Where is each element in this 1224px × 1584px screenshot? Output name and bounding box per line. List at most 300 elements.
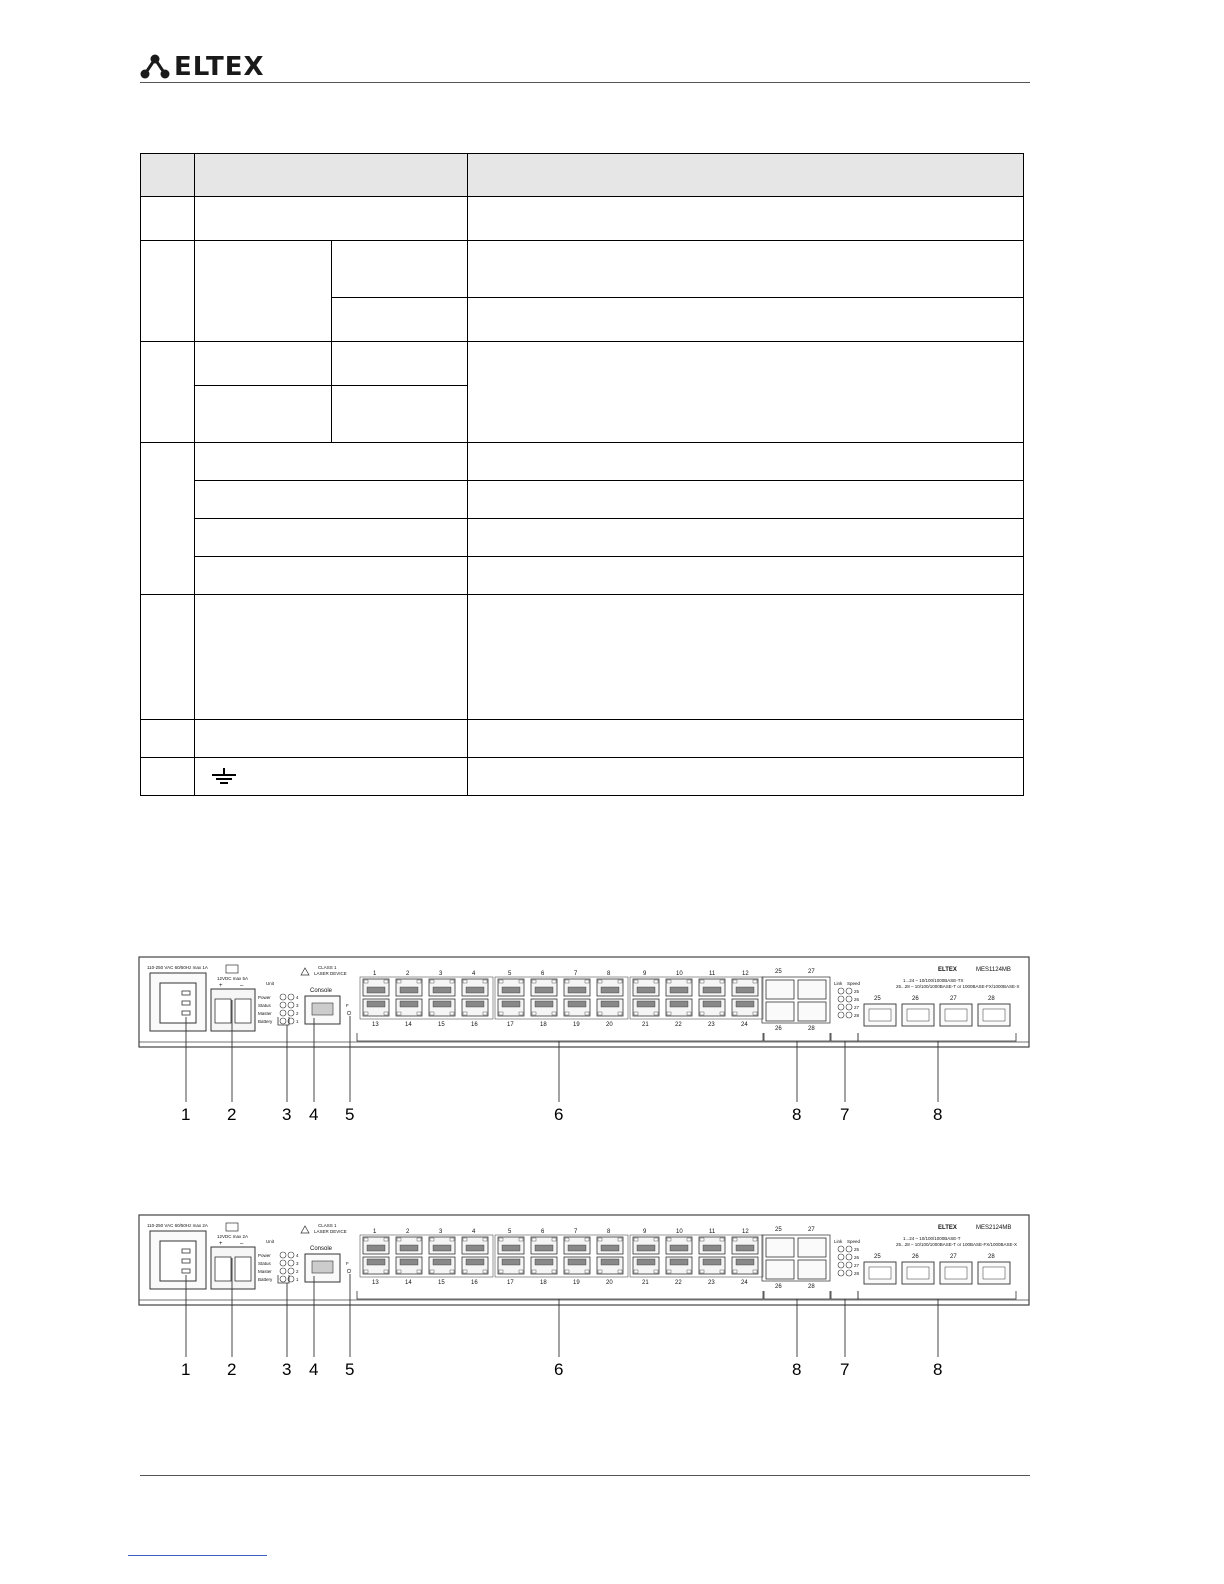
- port-led: [483, 1270, 487, 1273]
- port-led: [687, 980, 691, 983]
- led-label: Status: [258, 1003, 271, 1008]
- ac-pin: [182, 1249, 190, 1253]
- rj45-port-contacts: [502, 1001, 520, 1007]
- rj45-port-contacts: [637, 1001, 655, 1007]
- port-number: 22: [675, 1022, 682, 1028]
- table-cell: [468, 298, 1024, 342]
- rj45-port-contacts: [466, 987, 484, 993]
- port-led: [565, 1270, 569, 1273]
- brand-label: ELTEX: [938, 1225, 957, 1231]
- port-description-line1: 1...24 – 10/100/1000BASE-T: [903, 1236, 961, 1241]
- rj45-port-contacts: [703, 987, 721, 993]
- rj45-port-contacts: [670, 1245, 688, 1251]
- port-led: [634, 1238, 638, 1241]
- speed-led: [846, 1254, 852, 1260]
- callout-number: 8: [792, 1360, 802, 1379]
- table-cell: [141, 197, 195, 241]
- port-number: 21: [642, 1280, 649, 1286]
- combo-rj45-port: [798, 1260, 826, 1279]
- table-row: [141, 241, 1024, 298]
- unit-led: [288, 1002, 294, 1008]
- port-led: [450, 1012, 454, 1015]
- rj45-port: [633, 1257, 659, 1274]
- rj45-port: [564, 1257, 590, 1274]
- rj45-port-contacts: [433, 1001, 451, 1007]
- rj45-port: [732, 1237, 758, 1254]
- dc-terminal: [215, 999, 231, 1023]
- port-led: [499, 980, 503, 983]
- port-number: 15: [438, 1022, 445, 1028]
- rj45-port: [597, 1237, 623, 1254]
- speed-led: [846, 1262, 852, 1268]
- table-cell: [141, 758, 195, 796]
- rj45-port-contacts: [568, 1245, 586, 1251]
- link-label: Link: [834, 1239, 843, 1244]
- battery-icon: [226, 965, 238, 973]
- link-led: [838, 1246, 844, 1252]
- rj45-port: [462, 979, 488, 996]
- led-number: 2: [296, 1011, 299, 1016]
- rj45-port: [699, 1237, 725, 1254]
- table-cell: [141, 720, 195, 758]
- port-number: 12: [742, 971, 749, 977]
- rj45-port-contacts: [466, 1259, 484, 1265]
- sfp-port-cage: [945, 1009, 967, 1021]
- dc-minus: –: [240, 1241, 244, 1247]
- rj45-port-contacts: [703, 1259, 721, 1265]
- unit-led: [288, 994, 294, 1000]
- rj45-port: [363, 1257, 389, 1274]
- unit-led: [288, 1268, 294, 1274]
- table-header-row: [141, 154, 1024, 197]
- table-cell: [195, 595, 468, 720]
- callout-number: 5: [345, 1360, 355, 1379]
- speed-led: [846, 1246, 852, 1252]
- rj45-port: [363, 1237, 389, 1254]
- console-label: Console: [310, 988, 333, 994]
- port-number: 2: [406, 1229, 410, 1235]
- table-cell: [331, 342, 468, 386]
- eltex-logo-icon: [140, 54, 170, 80]
- port-led: [654, 980, 658, 983]
- rj45-port: [699, 999, 725, 1016]
- callout-number: 6: [554, 1105, 564, 1124]
- port-led: [430, 1238, 434, 1241]
- table-row: [141, 595, 1024, 720]
- table-cell: [331, 298, 468, 342]
- rj45-port-contacts: [433, 1259, 451, 1265]
- rj45-port: [462, 1257, 488, 1274]
- port-led: [733, 980, 737, 983]
- port-led: [667, 1270, 671, 1273]
- combo-rj45-port: [766, 1002, 794, 1021]
- model-label: MES1124MB: [976, 967, 1011, 973]
- led-number: 2: [296, 1269, 299, 1274]
- port-led: [654, 1012, 658, 1015]
- port-number: 7: [574, 971, 578, 977]
- rj45-port-contacts: [736, 987, 754, 993]
- callout-number: 8: [933, 1105, 943, 1124]
- port-led: [499, 1012, 503, 1015]
- port-led: [463, 1270, 467, 1273]
- port-number: 3: [439, 971, 443, 977]
- rj45-port: [597, 979, 623, 996]
- port-number: 14: [405, 1022, 412, 1028]
- rj45-port: [498, 999, 524, 1016]
- port-led: [618, 1270, 622, 1273]
- table-cell: [468, 758, 1024, 796]
- ac-pin: [182, 991, 190, 995]
- port-led: [384, 1238, 388, 1241]
- port-led: [667, 1012, 671, 1015]
- led-label: Status: [258, 1261, 271, 1266]
- port-number: 17: [507, 1022, 514, 1028]
- unit-led: [288, 1260, 294, 1266]
- sfp-port-number: 26: [912, 996, 919, 1002]
- rj45-port: [498, 979, 524, 996]
- led-number: 1: [296, 1277, 299, 1282]
- callout-number: 1: [181, 1360, 191, 1379]
- port-led: [519, 980, 523, 983]
- port-led: [499, 1238, 503, 1241]
- port-number: 17: [507, 1280, 514, 1286]
- rj45-port-contacts: [433, 987, 451, 993]
- rj45-port-contacts: [568, 987, 586, 993]
- port-led: [733, 1012, 737, 1015]
- status-led: [280, 1002, 286, 1008]
- port-led: [720, 1238, 724, 1241]
- link-led: [838, 1012, 844, 1018]
- sfp-port-number: 26: [912, 1254, 919, 1260]
- laser-device-label: LASER DEVICE: [314, 1229, 347, 1234]
- port-number: 11: [709, 1229, 716, 1235]
- port-number: 1: [373, 1229, 377, 1235]
- table-cell: [331, 386, 468, 443]
- port-led: [733, 1238, 737, 1241]
- speed-led-number: 25: [854, 989, 860, 994]
- table-row: [141, 443, 1024, 481]
- port-number: 23: [708, 1280, 715, 1286]
- port-led: [654, 1270, 658, 1273]
- ac-pin: [182, 1259, 190, 1263]
- ac-pin: [182, 1001, 190, 1005]
- port-led: [463, 1238, 467, 1241]
- sfp-port-cage: [983, 1009, 1005, 1021]
- dc-plus: +: [219, 983, 223, 989]
- port-led: [417, 980, 421, 983]
- port-led: [364, 1012, 368, 1015]
- callout-number: 8: [933, 1360, 943, 1379]
- port-number: 20: [606, 1022, 613, 1028]
- power-label: 110-250 VAC 60/50Hz max 2A: [147, 1223, 208, 1228]
- port-number: 19: [573, 1280, 580, 1286]
- link-led: [838, 1262, 844, 1268]
- switch-rear-panel-figure-1: [0, 945, 1224, 1145]
- rj45-port-contacts: [703, 1245, 721, 1251]
- rj45-port: [363, 979, 389, 996]
- laser-device-label: LASER DEVICE: [314, 971, 347, 976]
- port-number: 9: [643, 971, 647, 977]
- speed-led: [846, 1004, 852, 1010]
- port-number: 24: [741, 1280, 748, 1286]
- port-led: [532, 1012, 536, 1015]
- table-cell: [468, 481, 1024, 519]
- speed-label: Speed: [847, 981, 861, 986]
- callout-number: 3: [282, 1105, 292, 1124]
- callout-number: 4: [309, 1105, 319, 1124]
- combo-rj45-port: [766, 1238, 794, 1257]
- model-label: MES2124MB: [976, 1225, 1012, 1231]
- rj45-port-contacts: [736, 1245, 754, 1251]
- rj45-port: [699, 979, 725, 996]
- port-led: [397, 1238, 401, 1241]
- rj45-port-contacts: [637, 1245, 655, 1251]
- port-description-line2: 25...28 – 10/100/1000BASE-T or 100BASE-FX/1000BASE-X: [896, 1242, 1017, 1247]
- table-cell: [468, 595, 1024, 720]
- port-number: 4: [472, 1229, 476, 1235]
- table-cell: [195, 519, 468, 557]
- table-cell: [468, 519, 1024, 557]
- rj45-port: [429, 1257, 455, 1274]
- status-led: [280, 1018, 286, 1024]
- rj45-port-contacts: [736, 1001, 754, 1007]
- port-led: [519, 1012, 523, 1015]
- port-led: [733, 1270, 737, 1273]
- combo-port-number: 25: [775, 969, 782, 975]
- rj45-port-contacts: [601, 1245, 619, 1251]
- table-row: [141, 342, 1024, 386]
- reset-button: [347, 1011, 351, 1015]
- port-led: [552, 1238, 556, 1241]
- table-row: [141, 557, 1024, 595]
- led-label: Power: [258, 1253, 271, 1258]
- rj45-port: [633, 1237, 659, 1254]
- sfp-port-number: 25: [874, 1254, 881, 1260]
- rj45-port: [396, 979, 422, 996]
- port-led: [585, 1270, 589, 1273]
- port-number: 21: [642, 1022, 649, 1028]
- combo-rj45-port: [798, 1002, 826, 1021]
- console-label: Console: [310, 1246, 333, 1252]
- table-header-cell: [141, 154, 195, 197]
- speed-label: Speed: [847, 1239, 861, 1244]
- port-number: 8: [607, 1229, 611, 1235]
- port-led: [499, 1270, 503, 1273]
- led-number: 4: [296, 1253, 299, 1258]
- status-led: [280, 1010, 286, 1016]
- sfp-port-cage: [907, 1009, 929, 1021]
- port-number: 20: [606, 1280, 613, 1286]
- rj45-port: [666, 1237, 692, 1254]
- port-number: 3: [439, 1229, 443, 1235]
- console-port: [312, 1003, 333, 1015]
- sfp-port-number: 28: [988, 1254, 995, 1260]
- port-led: [654, 1238, 658, 1241]
- rj45-port: [429, 999, 455, 1016]
- reset-label: F: [346, 1003, 349, 1008]
- port-led: [384, 1012, 388, 1015]
- table-cell: [468, 241, 1024, 298]
- port-led: [667, 1238, 671, 1241]
- rj45-port: [597, 1257, 623, 1274]
- ac-pin: [182, 1269, 190, 1273]
- speed-led-number: 26: [854, 1255, 860, 1260]
- table-cell: [468, 197, 1024, 241]
- combo-port-number: 25: [775, 1227, 782, 1233]
- port-led: [598, 980, 602, 983]
- table-header-cell: [195, 154, 468, 197]
- link-led: [838, 1254, 844, 1260]
- port-led: [598, 1238, 602, 1241]
- speed-led-number: 28: [854, 1013, 860, 1018]
- port-led: [618, 980, 622, 983]
- table-cell: [468, 342, 1024, 443]
- rj45-port-contacts: [400, 1245, 418, 1251]
- table-cell: [195, 481, 468, 519]
- port-led: [598, 1012, 602, 1015]
- switch-rear-panel-figure-2: [0, 1200, 1224, 1400]
- port-led: [634, 1270, 638, 1273]
- header-rule: [140, 82, 1030, 83]
- port-led: [753, 1270, 757, 1273]
- port-number: 8: [607, 971, 611, 977]
- speed-led-number: 27: [854, 1005, 860, 1010]
- port-number: 10: [676, 971, 683, 977]
- port-led: [552, 980, 556, 983]
- callout-number: 8: [792, 1105, 802, 1124]
- link-led: [838, 988, 844, 994]
- port-led: [687, 1270, 691, 1273]
- callout-number: 2: [227, 1105, 237, 1124]
- rj45-port: [732, 1257, 758, 1274]
- table-header-cell: [468, 154, 1024, 197]
- status-led: [280, 1252, 286, 1258]
- speed-led: [846, 988, 852, 994]
- dc-label: 12VDC max 2A: [217, 1234, 249, 1239]
- table-cell: [468, 557, 1024, 595]
- port-led: [532, 1270, 536, 1273]
- callout-number: 3: [282, 1360, 292, 1379]
- led-label: Battery: [258, 1277, 273, 1282]
- port-led: [585, 1012, 589, 1015]
- table-cell: [331, 241, 468, 298]
- rj45-port-contacts: [670, 987, 688, 993]
- rj45-port: [396, 999, 422, 1016]
- port-led: [397, 980, 401, 983]
- port-led: [667, 980, 671, 983]
- sfp-port-cage: [907, 1267, 929, 1279]
- rj45-port: [732, 999, 758, 1016]
- port-led: [483, 1238, 487, 1241]
- port-number: 13: [372, 1280, 379, 1286]
- rj45-port: [396, 1257, 422, 1274]
- table-row: [141, 758, 1024, 796]
- rj45-port: [498, 1257, 524, 1274]
- unit-label: Unit: [266, 981, 275, 986]
- port-led: [753, 1238, 757, 1241]
- combo-rj45-port: [798, 1238, 826, 1257]
- led-label: Battery: [258, 1019, 273, 1024]
- speed-led-number: 26: [854, 997, 860, 1002]
- port-number: 14: [405, 1280, 412, 1286]
- dc-plus: +: [219, 1241, 223, 1247]
- unit-led: [288, 1252, 294, 1258]
- brand-name: ELTEX: [174, 52, 265, 82]
- rj45-port-contacts: [535, 1245, 553, 1251]
- unit-label: Unit: [266, 1239, 275, 1244]
- table-row: [141, 720, 1024, 758]
- port-led: [700, 1270, 704, 1273]
- rj45-port-contacts: [502, 987, 520, 993]
- port-number: 23: [708, 1022, 715, 1028]
- rj45-port-contacts: [367, 1245, 385, 1251]
- link-label: Link: [834, 981, 843, 986]
- port-number: 5: [508, 971, 512, 977]
- combo-port-number: 27: [808, 969, 815, 975]
- callout-number: 2: [227, 1360, 237, 1379]
- dc-label: 12VDC max 5A: [217, 976, 249, 981]
- port-led: [753, 980, 757, 983]
- table-cell: [195, 443, 468, 481]
- header-logo: [140, 52, 265, 82]
- footer-rule: [140, 1475, 1030, 1476]
- table-cell: [195, 241, 332, 342]
- port-number: 7: [574, 1229, 578, 1235]
- led-label: Power: [258, 995, 271, 1000]
- port-led: [753, 1012, 757, 1015]
- rj45-port: [462, 999, 488, 1016]
- combo-port-number: 28: [808, 1026, 815, 1032]
- rj45-port: [363, 999, 389, 1016]
- port-number: 1: [373, 971, 377, 977]
- speed-led: [846, 1012, 852, 1018]
- port-led: [700, 980, 704, 983]
- port-led: [552, 1270, 556, 1273]
- dc-terminal: [235, 1257, 251, 1281]
- rj45-port: [732, 979, 758, 996]
- table-row: [141, 519, 1024, 557]
- port-led: [532, 980, 536, 983]
- sfp-port-cage: [869, 1009, 891, 1021]
- led-number: 3: [296, 1003, 299, 1008]
- port-led: [634, 1012, 638, 1015]
- speed-led-number: 27: [854, 1263, 860, 1268]
- port-led: [364, 1270, 368, 1273]
- rj45-port: [666, 979, 692, 996]
- port-led: [397, 1270, 401, 1273]
- unit-led: [288, 1010, 294, 1016]
- port-number: 5: [508, 1229, 512, 1235]
- combo-rj45-port: [766, 980, 794, 999]
- table-cell: [468, 443, 1024, 481]
- port-led: [687, 1238, 691, 1241]
- port-number: 11: [709, 971, 716, 977]
- combo-rj45-port: [798, 980, 826, 999]
- callout-number: 7: [840, 1360, 850, 1379]
- port-number: 2: [406, 971, 410, 977]
- table-cell: [141, 595, 195, 720]
- led-label: Master: [258, 1269, 272, 1274]
- combo-rj45-port: [766, 1260, 794, 1279]
- rj45-port: [597, 999, 623, 1016]
- port-led: [483, 1012, 487, 1015]
- rj45-port: [498, 1237, 524, 1254]
- rj45-port: [699, 1257, 725, 1274]
- rj45-port-contacts: [400, 987, 418, 993]
- port-number: 15: [438, 1280, 445, 1286]
- callout-number: 5: [345, 1105, 355, 1124]
- rj45-port-contacts: [535, 1259, 553, 1265]
